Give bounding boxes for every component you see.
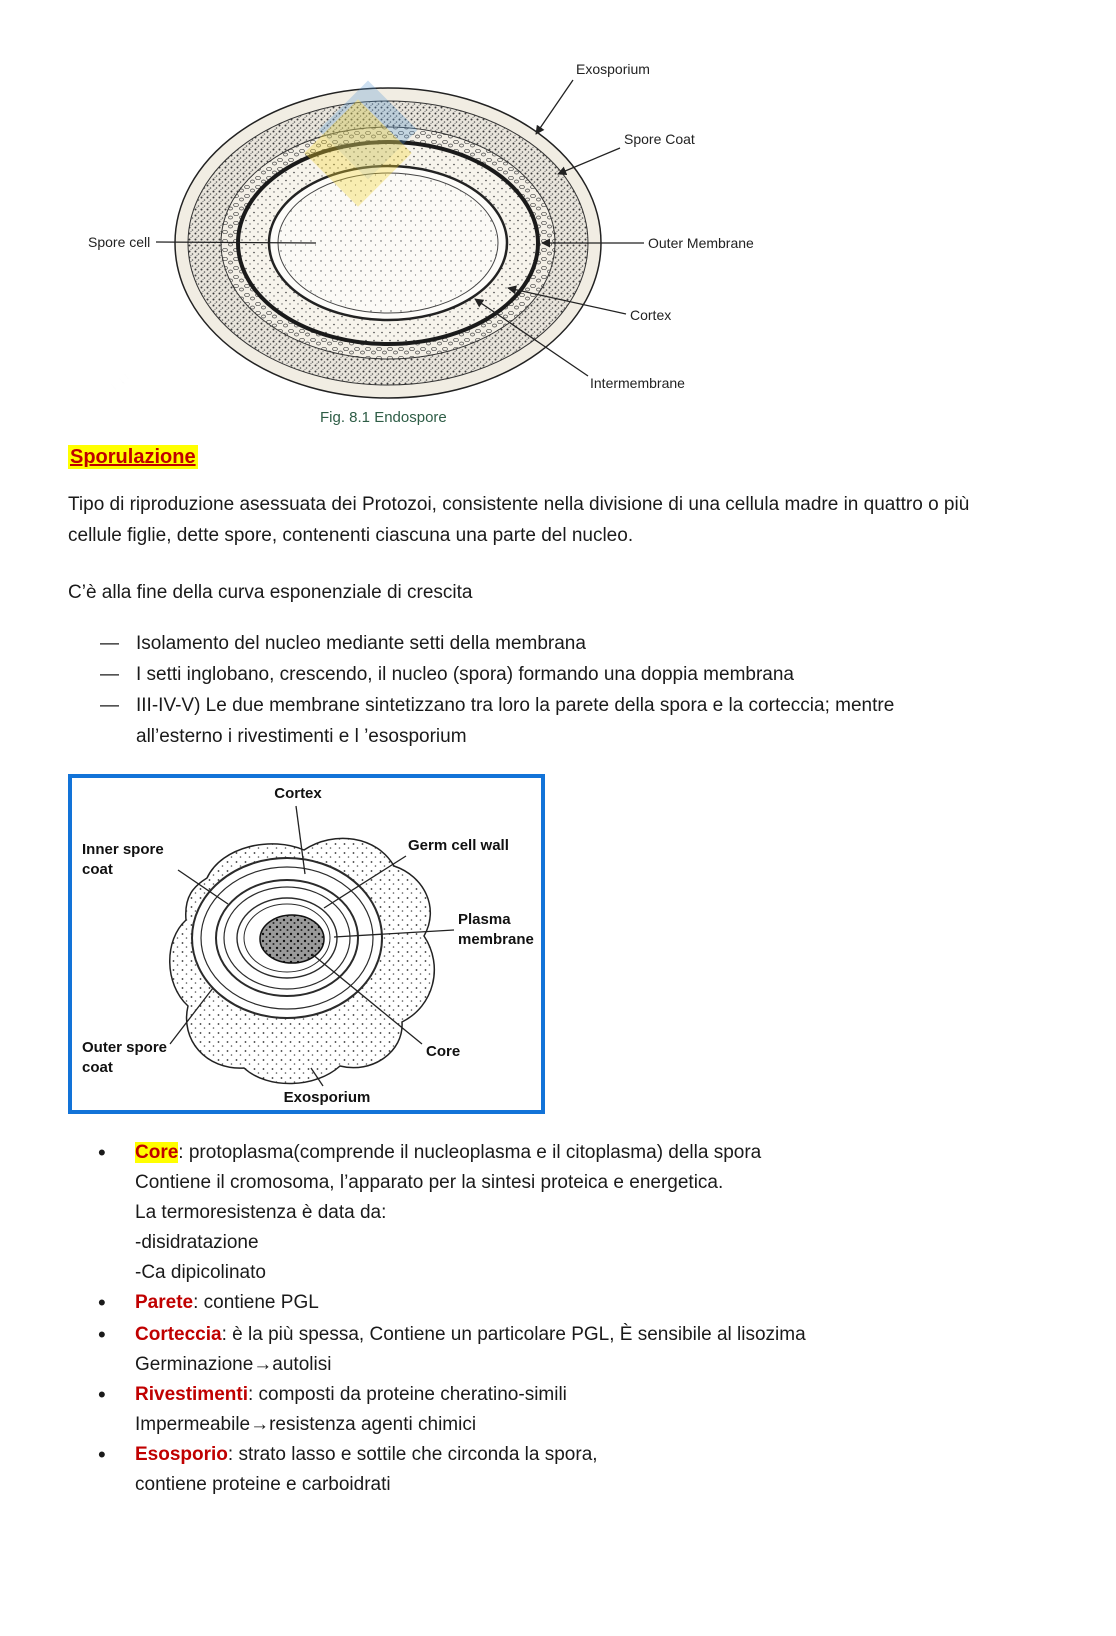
figure1-label-spore-coat: Spore Coat: [624, 131, 695, 147]
figure2-label-plasma-membrane-line1: Plasma: [458, 911, 511, 928]
bullet-item: [98, 1380, 1096, 1440]
term-esosporio-desc: : strato lasso e sottile che circonda la spora,: [227, 1444, 598, 1465]
endospore-diagram: [68, 58, 763, 430]
intro-paragraph: Tipo di riproduzione asessuata dei Protozoi, consistente nella divisione di una cellula madre in quattro o più cellule figlie, dette spore, contenenti ciascuna una parte del nucleo.: [68, 494, 970, 546]
term-core: Core: [135, 1142, 179, 1163]
dash-marker: [100, 628, 136, 659]
term-esosporio: Esosporio: [135, 1444, 228, 1465]
bullet-line: [135, 1288, 319, 1318]
bullet-line: [135, 1320, 806, 1350]
bullet-line: [135, 1138, 761, 1168]
figure1-caption: Fig. 8.1 Endospore: [320, 409, 447, 426]
dash-list-item: [100, 659, 1096, 690]
figure2-label-plasma-membrane-line2: membrane: [458, 931, 534, 948]
section-heading: [68, 446, 1096, 469]
bullet-extra-line: Impermeabile→resistenza agenti chimici: [135, 1414, 477, 1435]
figure2-label-germ-cell-wall: Germ cell wall: [408, 837, 509, 854]
bullet-marker: [98, 1320, 135, 1380]
figure2-label-outer-spore-coat-line1: Outer spore: [82, 1039, 168, 1056]
figure1-label-exosporium: Exosporium: [576, 61, 650, 77]
dash-item-text: I setti inglobano, crescendo, il nucleo (spora) formando una doppia membrana: [136, 664, 794, 685]
figure1-label-spore-cell: Spore cell: [88, 234, 151, 250]
dash-marker: [100, 690, 136, 752]
bullet-item: [98, 1440, 1096, 1500]
bullet-content: [135, 1288, 319, 1320]
term-corteccia: Corteccia: [135, 1324, 222, 1345]
dash-list-item: [100, 690, 1096, 752]
bullet-item: [98, 1320, 1096, 1380]
term-parete-desc: : contiene PGL: [193, 1292, 319, 1313]
bullet-line: [135, 1440, 598, 1470]
bullet-extra-line: -disidratazione: [135, 1232, 259, 1253]
watermark-text: SKU: [99, 369, 134, 401]
document-page: [0, 58, 1116, 1636]
figure2-label-outer-spore-coat-line2: coat: [82, 1059, 113, 1076]
bullet-content: [135, 1138, 761, 1288]
bullet-extra-line: contiene proteine e carboidrati: [135, 1474, 391, 1495]
figure2-label-inner-spore-coat-line2: coat: [82, 861, 113, 878]
figure2-label-core: Core: [426, 1043, 461, 1060]
dash-item-text: III-IV-V) Le due membrane sintetizzano tra loro la parete della spora e la corteccia; mentre all’esterno i rivestimenti e l ’esosporium: [136, 695, 895, 747]
bullet-extra-line: -Ca dipicolinato: [135, 1262, 266, 1283]
bullet-extra-line: Contiene il cromosoma, l’apparato per la sintesi proteica e energetica.: [135, 1172, 724, 1193]
spore-coats: [192, 858, 382, 1018]
bullet-content: [135, 1320, 806, 1380]
figure2-label-cortex: Cortex: [274, 785, 322, 802]
bullet-content: [135, 1440, 598, 1500]
leader-line-exosporium: [536, 80, 573, 134]
heading-highlight: Sporulazione: [70, 446, 196, 468]
bullet-extra-line: Germinazione→autolisi: [135, 1354, 332, 1375]
figure1-label-intermembrane: Intermembrane: [590, 375, 685, 391]
term-rivestimenti-desc: : composti da proteine cheratino-simili: [247, 1384, 567, 1405]
growth-paragraph: C’è alla fine della curva esponenziale di crescita: [68, 582, 473, 603]
endospore-figure: [68, 58, 763, 430]
bullet-line: [135, 1380, 567, 1410]
term-rivestimenti: Rivestimenti: [135, 1384, 248, 1405]
figure1-label-outer-membrane: Outer Membrane: [648, 235, 754, 251]
spore-structure-diagram: [72, 778, 541, 1110]
figure2-label-exosporium: Exosporium: [283, 1089, 371, 1106]
bullet-item: [98, 1288, 1096, 1320]
dash-list-item: [100, 628, 1096, 659]
dash-item-text: Isolamento del nucleo mediante setti della membrana: [136, 633, 586, 654]
bullet-marker: [98, 1138, 135, 1288]
figure1-label-cortex: Cortex: [630, 307, 672, 323]
bullet-marker: [98, 1380, 135, 1440]
definition-list: [68, 1138, 1096, 1500]
dash-marker: [100, 659, 136, 690]
bullet-marker: [98, 1288, 135, 1320]
bullet-content: [135, 1380, 567, 1440]
bullet-marker: [98, 1440, 135, 1500]
term-parete: Parete: [135, 1292, 194, 1313]
figure2-label-inner-spore-coat-line1: Inner spore: [82, 841, 164, 858]
term-corteccia-desc: : è la più spessa, Contiene un particolare PGL, È sensibile al lisozima: [221, 1324, 806, 1345]
bullet-item: [98, 1138, 1096, 1288]
bullet-extra-line: La termoresistenza è data da:: [135, 1202, 387, 1223]
term-core-desc: : protoplasma(comprende il nucleoplasma e il citoplasma) della spora: [178, 1142, 762, 1163]
dash-list: [68, 628, 1096, 752]
spore-structure-figure: [68, 774, 545, 1114]
